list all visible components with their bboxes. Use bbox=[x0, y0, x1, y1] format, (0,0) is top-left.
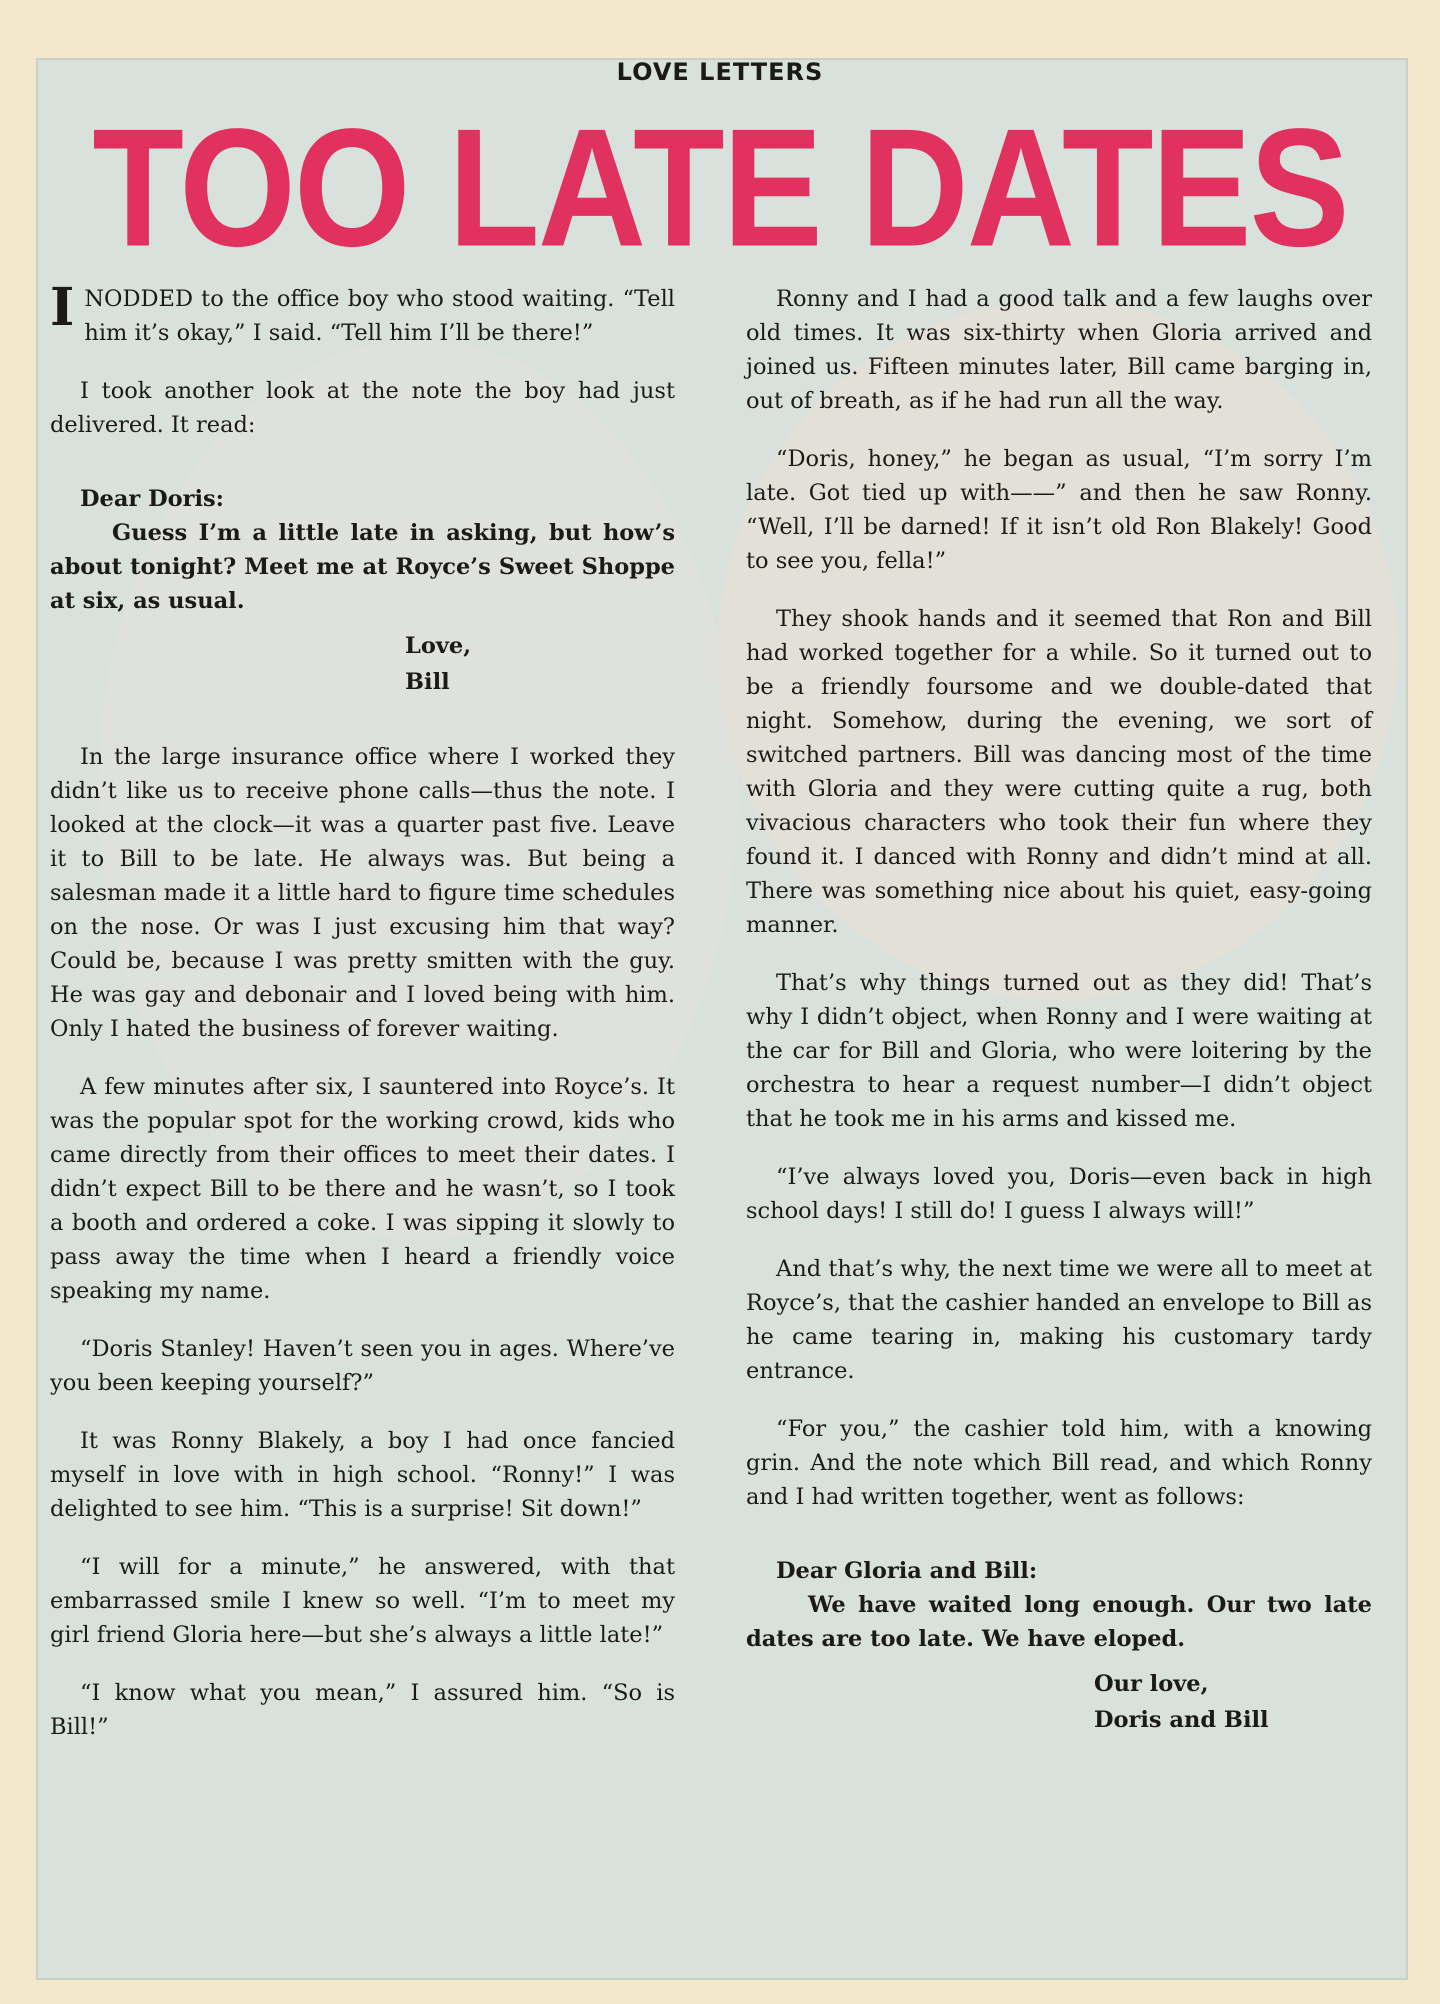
paragraph: “Doris Stanley! Haven’t seen you in ages. Where’ve you been keeping yourself?” bbox=[50, 1336, 675, 1396]
left-column bbox=[50, 277, 675, 1768]
right-column bbox=[746, 282, 1372, 1778]
paragraph: A few minutes after six, I sauntered into Royce’s. It was the popular spot for the working crowd, kids who came directly from their offices to meet their dates. I didn’t expect Bill to be there and he wasn’t, so I took a booth and ordered a coke. I was sipping it slowly to pass away the time when I heard a friendly voice speaking my name. bbox=[50, 1074, 675, 1304]
paragraph: Ronny and I had a good talk and a few laughs over old times. It was six-thirty when Gloria arrived and joined us. Fifteen minutes later, Bill came barging in, out of breath, as if he had run all the way. bbox=[746, 286, 1372, 414]
paragraph: “For you,” the cashier told him, with a knowing grin. And the note which Bill read, and which Ronny and I had written together, went as follows: bbox=[746, 1416, 1372, 1510]
paragraph: “Doris, honey,” he began as usual, “I’m sorry I’m late. Got tied up with——” and then he saw Ronny. “Well, I’ll be darned! If it isn’t old Ron Blakely! Good to see you, fella!” bbox=[746, 446, 1372, 574]
note-closing: Love, bbox=[405, 633, 472, 659]
paragraph: I took another look at the note the boy had just delivered. It read: bbox=[50, 378, 675, 438]
note-signature: Bill bbox=[405, 669, 450, 695]
paragraph: And that’s why, the next time we were all to meet at Royce’s, that the cashier handed an envelope to Bill as he came tearing in, making his customary tardy entrance. bbox=[746, 1256, 1372, 1384]
note-from-bill bbox=[50, 482, 675, 700]
paragraph bbox=[50, 277, 675, 350]
paragraph-text: NODDED to the office boy who stood waiting. “Tell him it’s okay,” I said. “Tell him I’ll be there!” bbox=[84, 286, 675, 346]
paragraph: “I know what you mean,” I assured him. “So is Bill!” bbox=[50, 1680, 675, 1740]
note-salutation: Dear Gloria and Bill: bbox=[776, 1558, 1038, 1584]
note-body: We have waited long enough. Our two late dates are too late. We have eloped. bbox=[746, 1592, 1372, 1652]
paragraph: They shook hands and it seemed that Ron and Bill had worked together for a while. So it turned out to be a friendly foursome and we double-dated that night. Somehow, during the evening, we sort of switched partners. Bill was dancing most of the time with Gloria and they were cutting quite a rug, both vivacious characters who took their fun where they found it. I danced with Ronny and didn’t mind at all. There was something nice about his quiet, easy-going manner. bbox=[746, 606, 1372, 938]
paragraph: In the large insurance office where I worked they didn’t like us to receive phone calls—thus the note. I looked at the clock—it was a quarter past five. Leave it to Bill to be late. He always was. But being a salesman made it a little hard to figure time schedules on the nose. Or was I just excusing him that way? Could be, because I was pretty smitten with the guy. He was gay and debonair and I loved being with him. Only I hated the business of forever waiting. bbox=[50, 744, 675, 1042]
note-closing: Our love, bbox=[1094, 1671, 1209, 1697]
drop-cap: I bbox=[50, 277, 75, 338]
note-signature: Doris and Bill bbox=[1094, 1707, 1269, 1733]
story-title: TOO LATE DATES bbox=[92, 93, 1348, 282]
paragraph: It was Ronny Blakely, a boy I had once fancied myself in love with in high school. “Ronny!” I was delighted to see him. “This is a surprise! Sit down!” bbox=[50, 1428, 675, 1522]
series-name: LOVE LETTERS bbox=[616, 58, 824, 86]
elopement-note bbox=[746, 1554, 1372, 1738]
paragraph: That’s why things turned out as they did! That’s why I didn’t object, when Ronny and I were waiting at the car for Bill and Gloria, who were loitering by the orchestra to hear a request number—I didn’t object that he took me in his arms and kissed me. bbox=[746, 970, 1372, 1132]
note-body: Guess I’m a little late in asking, but how’s about tonight? Meet me at Royce’s Sweet Shoppe at six, as usual. bbox=[50, 520, 675, 614]
paragraph: “I will for a minute,” he answered, with that embarrassed smile I knew so well. “I’m to meet my girl friend Gloria here—but she’s always a little late!” bbox=[50, 1554, 675, 1648]
note-salutation: Dear Doris: bbox=[80, 486, 224, 512]
paragraph: “I’ve always loved you, Doris—even back in high school days! I still do! I guess I always will!” bbox=[746, 1164, 1372, 1224]
